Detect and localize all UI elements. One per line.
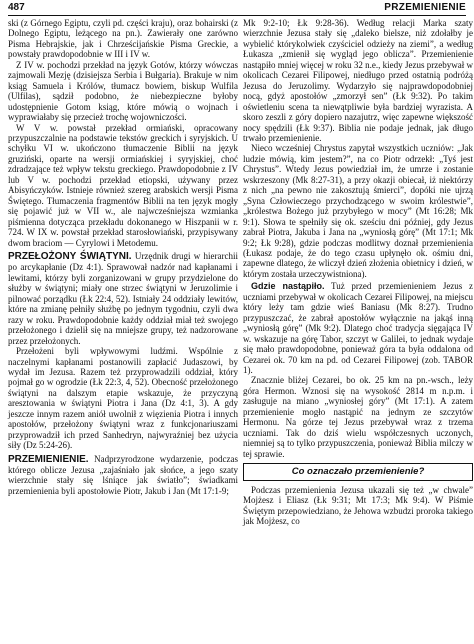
paragraph: Przełożeni byli wpływowymi ludźmi. Wspólnie z naczelnymi kapłanami postanowili zapłacić Judaszowi, by wydał im Jezusa. Razem też przyprowadzili oddział, który pojmał go w ogrodzie (Łk 22:3, 4, 52). Obecność przełożonego świątyni na dalszym etapie wskazuje, że przyczyną aresztowania w świątyni Piotra i Jana (Dz 4:1, 3). A gdy jeszcze innym razem aniół uwolnił z więzienia Piotra i innych apostołów, przełożony świątyni wraz z funkcjonariuszami przyprowadził ich przed Sanhedryn, najwyraźniej bez użycia siły (Dz 5:24-26).	[8, 346, 238, 451]
paragraph: Z IV w. pochodzi przekład na język Gotów, którzy wówczas zajmowali Mezję (dzisiejsza Serbia i Bułgaria). Brakuje w nim ksiąg Samuela i Królów, tłumacz bowiem, biskup Wulfila (Ulfilas), sądził podobno, że niebezpieczne byłoby udostępnienie Gotom ksiąg, które mówią o wojnach i wyprawiałaby się przecież trochę wojowniczości.	[8, 59, 238, 123]
entry-text: Urzędnik drugi w hierarchii po arcykapłanie (Dz 4:1). Sprawował nadzór nad kapłanami i lewitami, którzy byli zorganizowani w grupy przydzielone do służby w świątyni; miały one strzec świątyni w Jeruzolimie i pilnować porządku (Łk 22:4, 52). Istniały 24 oddziały lewitów, które na zmianę pełniły służbę po jednym tygodniu, czyli dwa razy w roku. Prawdopodobnie każdy oddział miał też swojego przełożonego i dzielił się na mniejsze grupy, też nadzorowane przez przełożonych.	[8, 250, 238, 346]
paragraph: Nieco wcześniej Chrystus zapytał wszystkich uczniów: „Jak ludzie mówią, kim jestem?”, na co Piotr odrzekł: „Tyś jest Chrystus”. Wtedy Jezus powiedział im, że umrze i zostanie wskrzeszony (Mk 8:27-31), a przy okazji obiecał, iż niektórzy z nich „na pewno nie zakosztują śmierci”, dopóki nie ujrzą „Syna Człowieczego przychodzącego w swoim królestwie”, „królestwa Bożego już przybyłego w mocy” (Mt 16:28; Mk 9:1). Słowa te spełniły się ok. sześciu dni później, gdy Jezus zabrał Piotra, Jakuba i Jana na „wyniosłą górę” (Mt 17:1; Mk 9:2; Łk 9:28), gdzie podczas modlitwy doznał przemienienia (Łukasz podaje, że do tego czasu upłynęło ok. ośmiu dni, zapewne dlatego, że wliczył dzień złożenia obietnicy i dzień, w którym została urzeczywistniona).	[243, 143, 473, 279]
entry-paragraph	[8, 251, 238, 346]
header-rule	[8, 15, 466, 16]
entry-text: Nadprzyrodzone wydarzenie, podczas którego oblicze Jezusa „zajaśniało jak słońce, a jego szaty wierzchnie stały się lśniące jak światło”; świadkami przemienienia byli apostołowie Piotr, Jakub i Jan (Mt 17:1-9;	[8, 453, 238, 496]
right-column	[243, 18, 473, 527]
running-title: PRZEMIENIENIE	[384, 2, 466, 13]
boxed-subheading: Co oznaczało przemienienie?	[243, 463, 473, 481]
paragraph: Znacznie bliżej Cezarei, bo ok. 25 km na pn.-wsch., leży góra Hermon. Wznosi się na wysokość 2814 m n.p.m. i zasługuje na miano „wyniosłej góry” (Mt 17:1). A zatem przemienienie mogło nastąpić na jednym ze szczytów Hermonu. Na górze tej Jezus przebywał wraz z trzema uczniami. Tak do dziś wielu współczesnych uczonych, niemniej są to tylko przypuszczenia, ponieważ Biblia milczy w tej sprawie.	[243, 375, 473, 459]
paragraph: Mk 9:2-10; Łk 9:28-36). Według relacji Marka szaty wierzchnie Jezusa stały się „daleko bielsze, niż zdołałby je wybielić którykolwiek czyściciel odzieży na ziemi”, a według Łukasza „zmienił się wygląd jego oblicza”. Przemienienie nastąpiło mniej więcej w roku 32 n.e., kiedy Jezus przebywał w okolicach Cezarei Filipowej, niedługo przed ostatnią podróżą Jezusa do Jeruzolimy. Wydarzyło się najprawdopodobniej nocą, gdyż apostołów „zmorzył sen” (Łk 9:32). Po takim oświetleniu scena ta niewątpliwie była bardziej wyrazista. A skoro zeszli z góry dopiero nazajutrz, więc zapewne większość nocy spędzili (Łk 9:37). Biblia nie podaje jednak, jak długo trwało przemienienie.	[243, 18, 473, 143]
page-number: 487	[8, 2, 25, 13]
subsection-paragraph	[243, 281, 473, 375]
entry-heading-temple-overseer: PRZEŁOŻONY ŚWIĄTYNI.	[8, 250, 132, 262]
entry-paragraph	[8, 454, 238, 497]
left-column	[8, 18, 238, 496]
page-header	[8, 2, 466, 14]
subsection-text: Tuż przed przemienieniem Jezus z uczniami przebywał w okolicach Cezarei Filipowej, na miejscu który leży tam gdzie wieś Baniasu (Mk 8:27). Trudno przypuszczać, że zabrał apostołów wyłącznie na jakąś inną „wyniosłą górę” (Mk 9:2). Dlatego choć tradycja sięgająca IV w. wskazuje na górę Tabor, szczyt w Galilei, to jednak wydaje się mało prawdopodobne, ponieważ góra ta była oddalona od Cezarei ok. 70 km na pd. od Cezarei Filipowej (zob. TABOR 1).	[243, 281, 474, 375]
paragraph: ski (z Górnego Egiptu, czyli pd. części kraju), oraz bohairski (z Dolnego Egiptu, leżącego na pn.). Zawierały one zarówno Pisma Hebrajskie, jak i Chrześcijańskie Pisma Greckie, a powstały prawdopodobnie w III i IV w.	[8, 18, 238, 60]
paragraph: Podczas przemienienia Jezusa ukazali się też „w chwale” Mojżesz i Eliasz (Łk 9:31; Mt 17:3; Mk 9:4). W Piśmie Świętym przepowiedziano, że Jehowa wzbudzi proroka takiego jak Mojżesz, co	[243, 485, 473, 527]
paragraph: W V w. powstał przekład ormiański, opracowany przypuszczalnie na podstawie tekstów greckich i syryjskich. U schyłku VI w. ukończono tłumaczenie Biblii na język gruziński, oparte na wersji ormiańskiej i syryjskiej, choć zdradzające też wpływ tekstu greckiego. Prawdopodobnie z IV lub V w. pochodzi przekład etiopski, używany przez Abisyńczyków. Istnieje również szereg arabskich wersji Pisma Świętego. Tłumaczenia fragmentów Biblii na ten język mogły się pojawić już w VII w., ale najwcześniejsza wzmianka piśmienna dotycząca przekładu dokonanego w Hiszpanii w r. 724. W IX w. powstał przekład starosłowiański, przypisywany dwom braciom — Cyrylowi i Metodemu.	[8, 122, 238, 248]
entry-heading-transfiguration: PRZEMIENIENIE.	[8, 453, 89, 465]
subsection-heading-where: Gdzie nastąpiło.	[251, 281, 325, 292]
